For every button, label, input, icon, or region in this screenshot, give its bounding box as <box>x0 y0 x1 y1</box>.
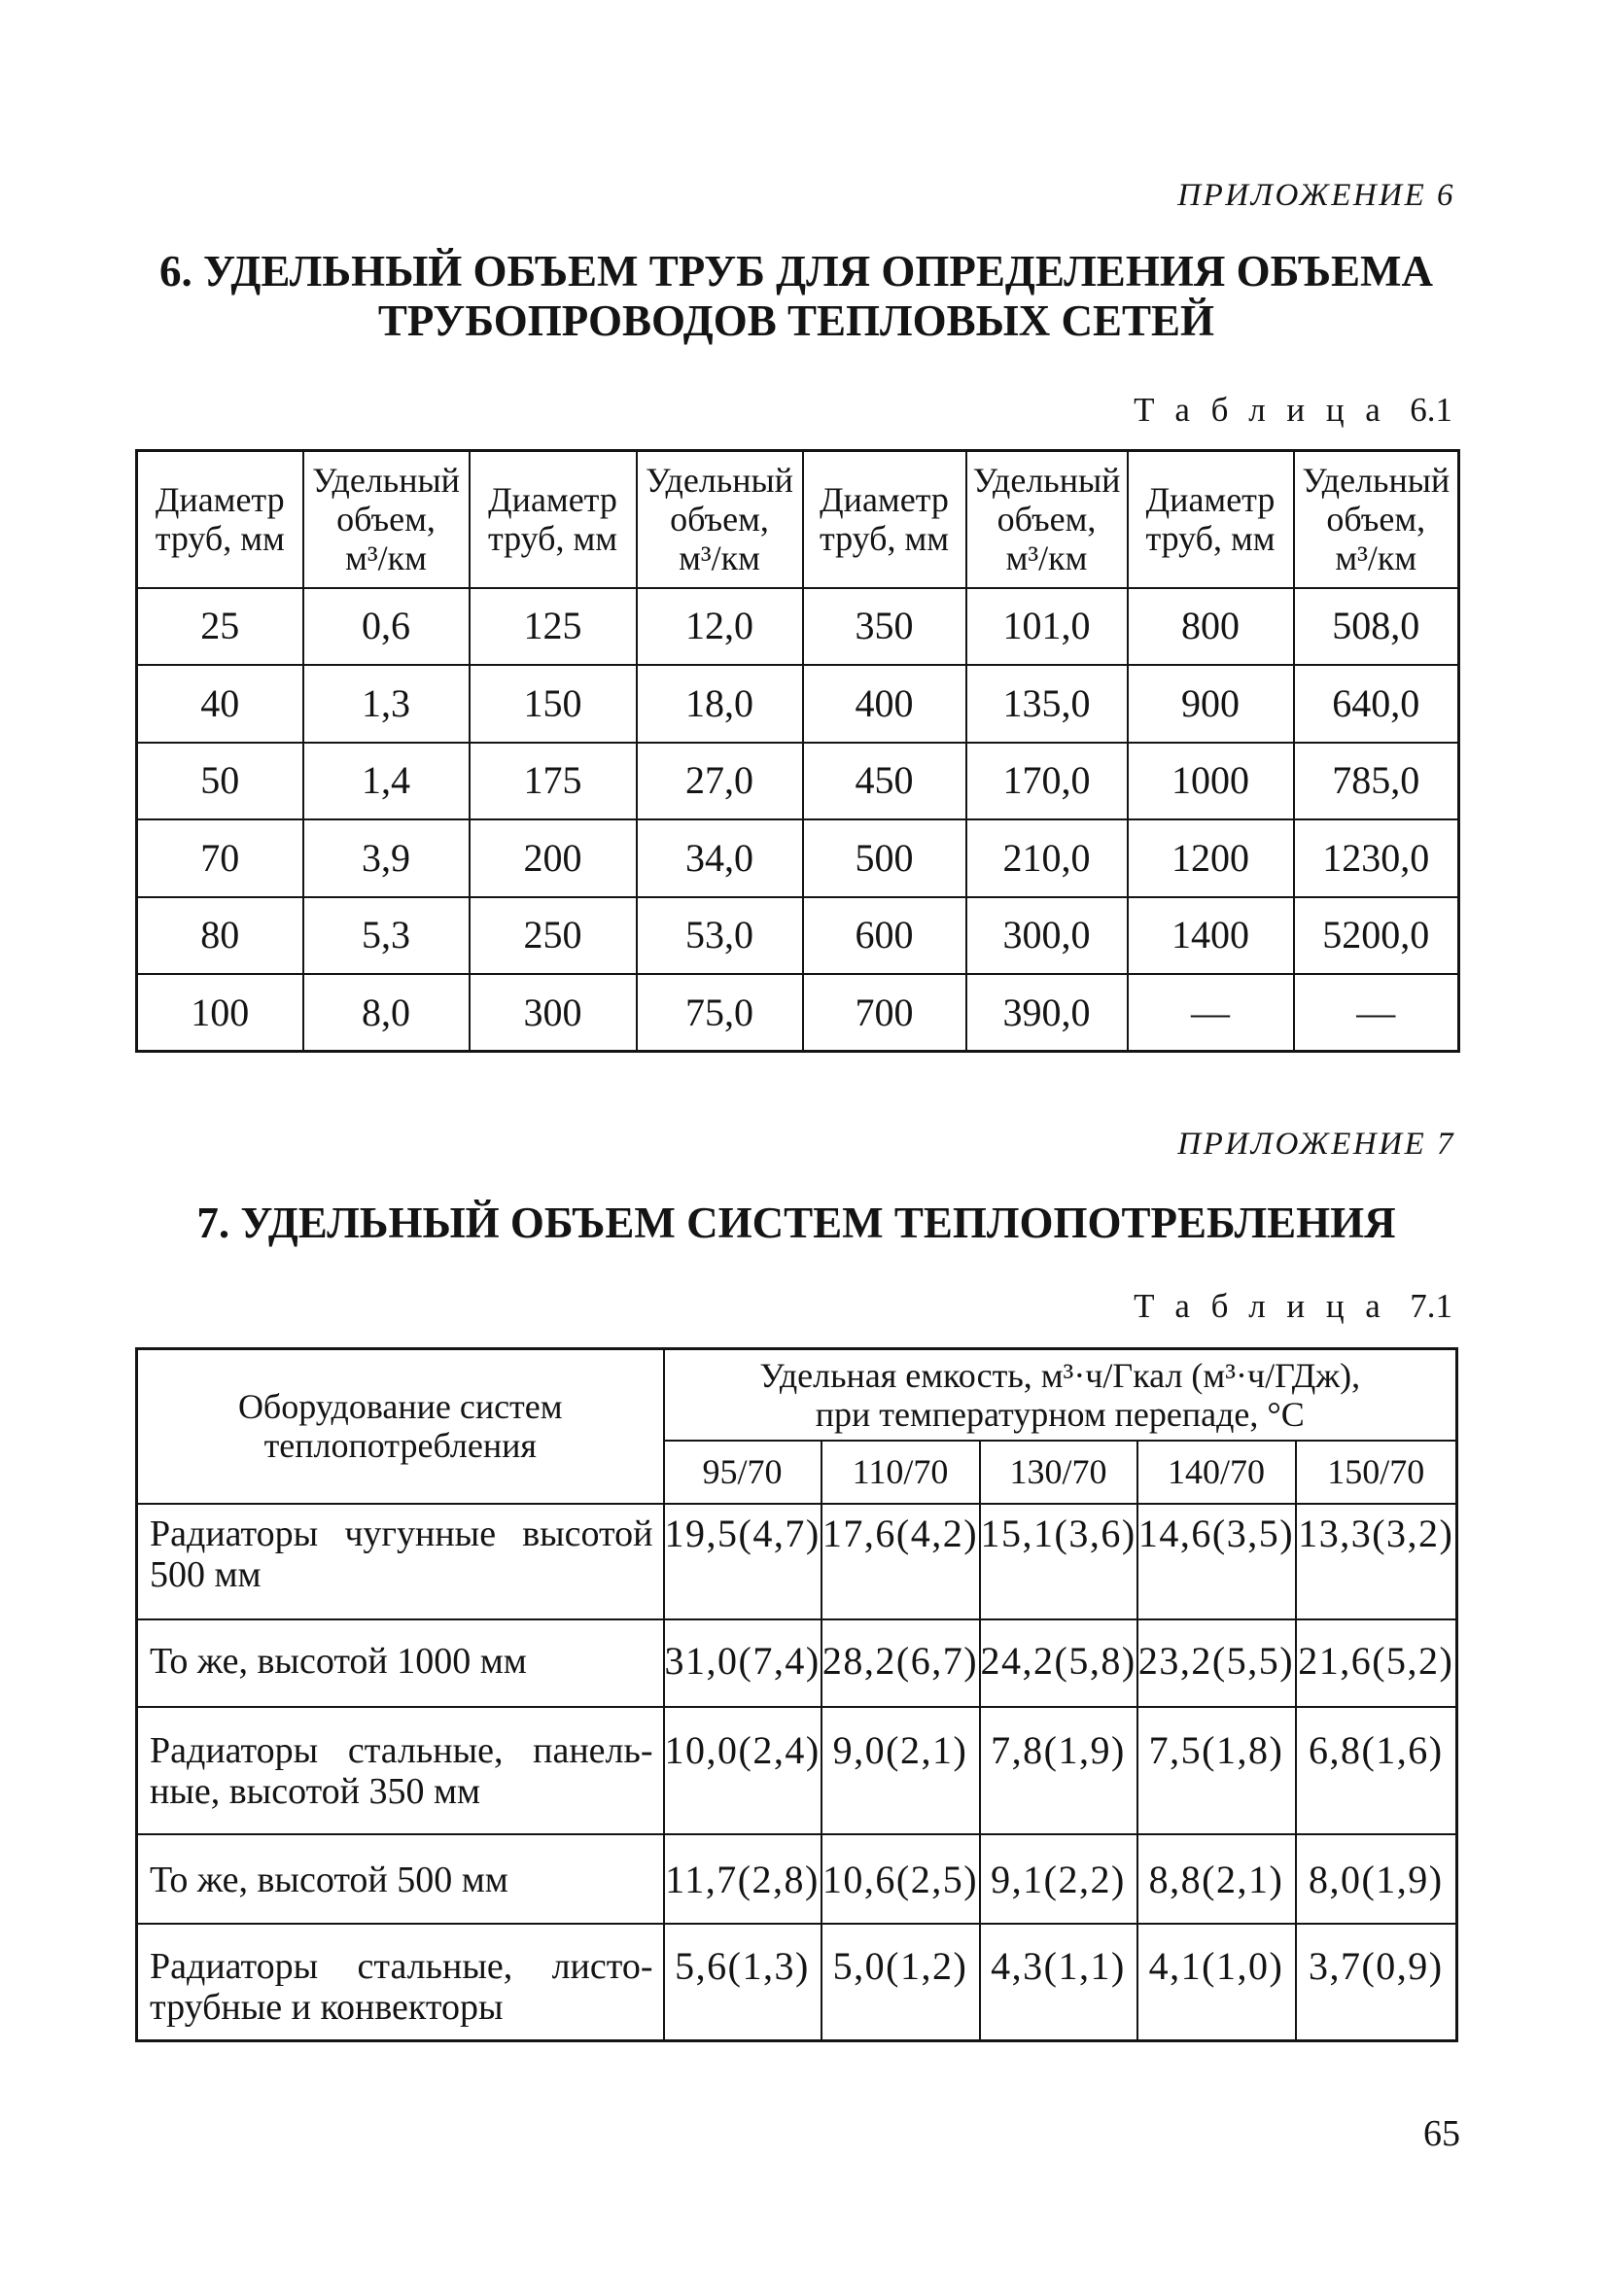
capacity-value-cell: 5,0(1,2) <box>821 1924 980 2041</box>
specific-volume-cell: 210,0 <box>966 819 1128 897</box>
diameter-cell: 70 <box>137 819 303 897</box>
equipment-cell <box>137 1619 664 1707</box>
header-line: труб, мм <box>819 519 950 559</box>
specific-capacity-header-cell <box>664 1349 1457 1441</box>
equipment-cell <box>137 1504 664 1619</box>
header-line: Диаметр <box>155 480 285 520</box>
specific-volume-cell: — <box>1294 974 1459 1052</box>
specific-volume-cell: 170,0 <box>966 743 1128 820</box>
specific-volume-cell: 508,0 <box>1294 588 1459 666</box>
specific-volume-cell: 1,3 <box>303 665 470 743</box>
diameter-header-cell <box>803 451 966 588</box>
specific-volume-cell: 300,0 <box>966 897 1128 975</box>
table-row <box>137 1504 1457 1619</box>
table-caption-space <box>1402 1287 1411 1325</box>
specific-volume-cell: 640,0 <box>1294 665 1459 743</box>
temperature-drop-header-cell: 150/70 <box>1296 1441 1457 1504</box>
diameter-header-cell <box>1128 451 1294 588</box>
header-line: труб, мм <box>155 519 285 559</box>
temperature-drop-header-cell: 140/70 <box>1137 1441 1296 1504</box>
header-line: Удельный <box>972 461 1121 501</box>
header-line: Диаметр <box>488 480 617 520</box>
capacity-value-cell: 7,8(1,9) <box>980 1707 1137 1834</box>
capacity-value-cell: 5,6(1,3) <box>664 1924 821 2041</box>
header-line: Удельный <box>646 461 793 501</box>
diameter-cell: 400 <box>803 665 966 743</box>
capacity-value-cell: 24,2(5,8) <box>980 1619 1137 1707</box>
specific-volume-cell: 12,0 <box>637 588 803 666</box>
capacity-value-cell: 14,6(3,5) <box>1137 1504 1296 1619</box>
appendix-label: ПРИЛОЖЕНИЕ 6 <box>1177 178 1455 213</box>
diameter-cell: 25 <box>137 588 303 666</box>
header-line: при температурном перепаде, °C <box>815 1394 1305 1434</box>
header-line: Диаметр <box>1145 480 1276 520</box>
capacity-value-cell: 15,1(3,6) <box>980 1504 1137 1619</box>
diameter-header-cell <box>470 451 637 588</box>
specific-volume-cell: 5200,0 <box>1294 897 1459 975</box>
capacity-value-cell: 17,6(4,2) <box>821 1504 980 1619</box>
diameter-cell: 40 <box>137 665 303 743</box>
header-line: объем, <box>336 500 436 539</box>
equipment-line: То же, высотой 500 мм <box>150 1859 508 1900</box>
temperature-drop-header-cell: 95/70 <box>664 1441 821 1504</box>
diameter-header-cell <box>137 451 303 588</box>
equipment-header-cell <box>137 1349 664 1504</box>
specific-volume-header-cell <box>303 451 470 588</box>
specific-volume-cell: 785,0 <box>1294 743 1459 820</box>
specific-volume-cell: 8,0 <box>303 974 470 1052</box>
header-line: Удельный <box>1302 461 1451 501</box>
specific-volume-cell: 135,0 <box>966 665 1128 743</box>
header-line: объем, <box>996 500 1097 539</box>
heating-systems-volume-table <box>135 1347 1458 2042</box>
header-line: Удельный <box>312 461 460 501</box>
capacity-value-cell: 9,0(2,1) <box>821 1707 980 1834</box>
diameter-cell: 175 <box>470 743 637 820</box>
capacity-value-cell: 8,0(1,9) <box>1296 1834 1457 1924</box>
specific-volume-cell: 5,3 <box>303 897 470 975</box>
table-row <box>137 743 1459 820</box>
table-caption-space <box>1402 391 1411 429</box>
temperature-drop-header-cell: 110/70 <box>821 1441 980 1504</box>
capacity-value-cell: 4,3(1,1) <box>980 1924 1137 2041</box>
specific-volume-cell: 390,0 <box>966 974 1128 1052</box>
pipe-specific-volume-table <box>135 449 1460 1053</box>
header-line: м³/км <box>1335 539 1417 578</box>
table-row <box>137 588 1459 666</box>
specific-volume-cell: 18,0 <box>637 665 803 743</box>
equipment-cell <box>137 1834 664 1924</box>
diameter-cell: 100 <box>137 974 303 1052</box>
capacity-value-cell: 4,1(1,0) <box>1137 1924 1296 2041</box>
equipment-line: трубные и конвекторы <box>150 1986 504 2028</box>
capacity-value-cell: 10,0(2,4) <box>664 1707 821 1834</box>
header-line: объем, <box>670 500 769 539</box>
header-line: объем, <box>1326 500 1426 539</box>
diameter-cell: 450 <box>803 743 966 820</box>
table-row <box>137 819 1459 897</box>
diameter-cell: 1000 <box>1128 743 1294 820</box>
capacity-value-cell: 23,2(5,5) <box>1137 1619 1296 1707</box>
diameter-cell: 250 <box>470 897 637 975</box>
specific-volume-cell: 1,4 <box>303 743 470 820</box>
table-row <box>137 1707 1457 1834</box>
specific-volume-cell: 1230,0 <box>1294 819 1459 897</box>
capacity-value-cell: 31,0(7,4) <box>664 1619 821 1707</box>
table-row <box>137 1924 1457 2041</box>
appendix-label: ПРИЛОЖЕНИЕ 7 <box>1177 1127 1455 1162</box>
table-caption-word: Таблица <box>1134 391 1402 429</box>
diameter-cell: 700 <box>803 974 966 1052</box>
capacity-value-cell: 6,8(1,6) <box>1296 1707 1457 1834</box>
table-row <box>137 1619 1457 1707</box>
table-header-row <box>137 451 1459 588</box>
specific-volume-header-cell <box>966 451 1128 588</box>
capacity-value-cell: 13,3(3,2) <box>1296 1504 1457 1619</box>
diameter-cell: 1400 <box>1128 897 1294 975</box>
header-line: труб, мм <box>487 519 618 559</box>
diameter-cell: 500 <box>803 819 966 897</box>
equipment-line: Радиаторы чугунные высотой <box>150 1513 653 1554</box>
diameter-cell: 80 <box>137 897 303 975</box>
capacity-value-cell: 9,1(2,2) <box>980 1834 1137 1924</box>
diameter-cell: — <box>1128 974 1294 1052</box>
header-line: Удельная емкость, м³·ч/Гкал (м³·ч/ГДж), <box>759 1355 1361 1395</box>
page-number: 65 <box>1423 2113 1460 2154</box>
capacity-value-cell: 28,2(6,7) <box>821 1619 980 1707</box>
equipment-cell <box>137 1924 664 2041</box>
table-caption-word: Таблица <box>1134 1287 1402 1325</box>
equipment-line: То же, высотой 1000 мм <box>150 1640 527 1682</box>
table-caption <box>1134 389 1452 432</box>
header-line: Оборудование систем <box>237 1387 563 1427</box>
header-line: м³/км <box>679 539 760 578</box>
equipment-line: Радиаторы стальные, листо- <box>150 1945 653 1987</box>
table-caption-number: 7.1 <box>1410 1287 1452 1325</box>
specific-volume-cell: 3,9 <box>303 819 470 897</box>
diameter-cell: 200 <box>470 819 637 897</box>
table-row <box>137 665 1459 743</box>
specific-volume-cell: 53,0 <box>637 897 803 975</box>
specific-volume-header-cell <box>1294 451 1459 588</box>
section-title <box>135 1199 1457 1248</box>
capacity-value-cell: 3,7(0,9) <box>1296 1924 1457 2041</box>
table-caption <box>1134 1285 1452 1328</box>
section-title-line: 6. УДЕЛЬНЫЙ ОБЪЕМ ТРУБ ДЛЯ ОПРЕДЕЛЕНИЯ ОБЪЕМА <box>158 247 1434 296</box>
equipment-line: Радиаторы стальные, панель- <box>150 1729 653 1771</box>
capacity-value-cell: 10,6(2,5) <box>821 1834 980 1924</box>
diameter-cell: 600 <box>803 897 966 975</box>
header-line: м³/км <box>1005 539 1088 578</box>
header-line: теплопотребления <box>263 1426 537 1466</box>
specific-volume-cell: 0,6 <box>303 588 470 666</box>
table-row <box>137 1834 1457 1924</box>
header-line: Диаметр <box>820 480 949 520</box>
table-header-row <box>137 1349 1457 1441</box>
diameter-cell: 800 <box>1128 588 1294 666</box>
diameter-cell: 1200 <box>1128 819 1294 897</box>
capacity-value-cell: 19,5(4,7) <box>664 1504 821 1619</box>
section-title <box>135 247 1457 346</box>
diameter-cell: 350 <box>803 588 966 666</box>
diameter-cell: 125 <box>470 588 637 666</box>
equipment-line: ные, высотой 350 мм <box>150 1770 481 1812</box>
header-line: м³/км <box>345 539 427 578</box>
specific-volume-cell: 27,0 <box>637 743 803 820</box>
diameter-cell: 900 <box>1128 665 1294 743</box>
capacity-value-cell: 7,5(1,8) <box>1137 1707 1296 1834</box>
diameter-cell: 300 <box>470 974 637 1052</box>
specific-volume-cell: 101,0 <box>966 588 1128 666</box>
table-row <box>137 897 1459 975</box>
diameter-cell: 150 <box>470 665 637 743</box>
specific-volume-cell: 34,0 <box>637 819 803 897</box>
specific-volume-header-cell <box>637 451 803 588</box>
temperature-drop-header-cell: 130/70 <box>980 1441 1137 1504</box>
section-title-line: ТРУБОПРОВОДОВ ТЕПЛОВЫХ СЕТЕЙ <box>377 296 1215 345</box>
specific-volume-cell: 75,0 <box>637 974 803 1052</box>
equipment-cell <box>137 1707 664 1834</box>
table-row <box>137 974 1459 1052</box>
header-line: труб, мм <box>1145 519 1276 559</box>
capacity-value-cell: 11,7(2,8) <box>664 1834 821 1924</box>
capacity-value-cell: 21,6(5,2) <box>1296 1619 1457 1707</box>
section-title-line: 7. УДЕЛЬНЫЙ ОБЪЕМ СИСТЕМ ТЕПЛОПОТРЕБЛЕНИЯ <box>196 1199 1396 1247</box>
equipment-line: 500 мм <box>150 1553 262 1595</box>
diameter-cell: 50 <box>137 743 303 820</box>
capacity-value-cell: 8,8(2,1) <box>1137 1834 1296 1924</box>
table-caption-number: 6.1 <box>1410 391 1452 429</box>
